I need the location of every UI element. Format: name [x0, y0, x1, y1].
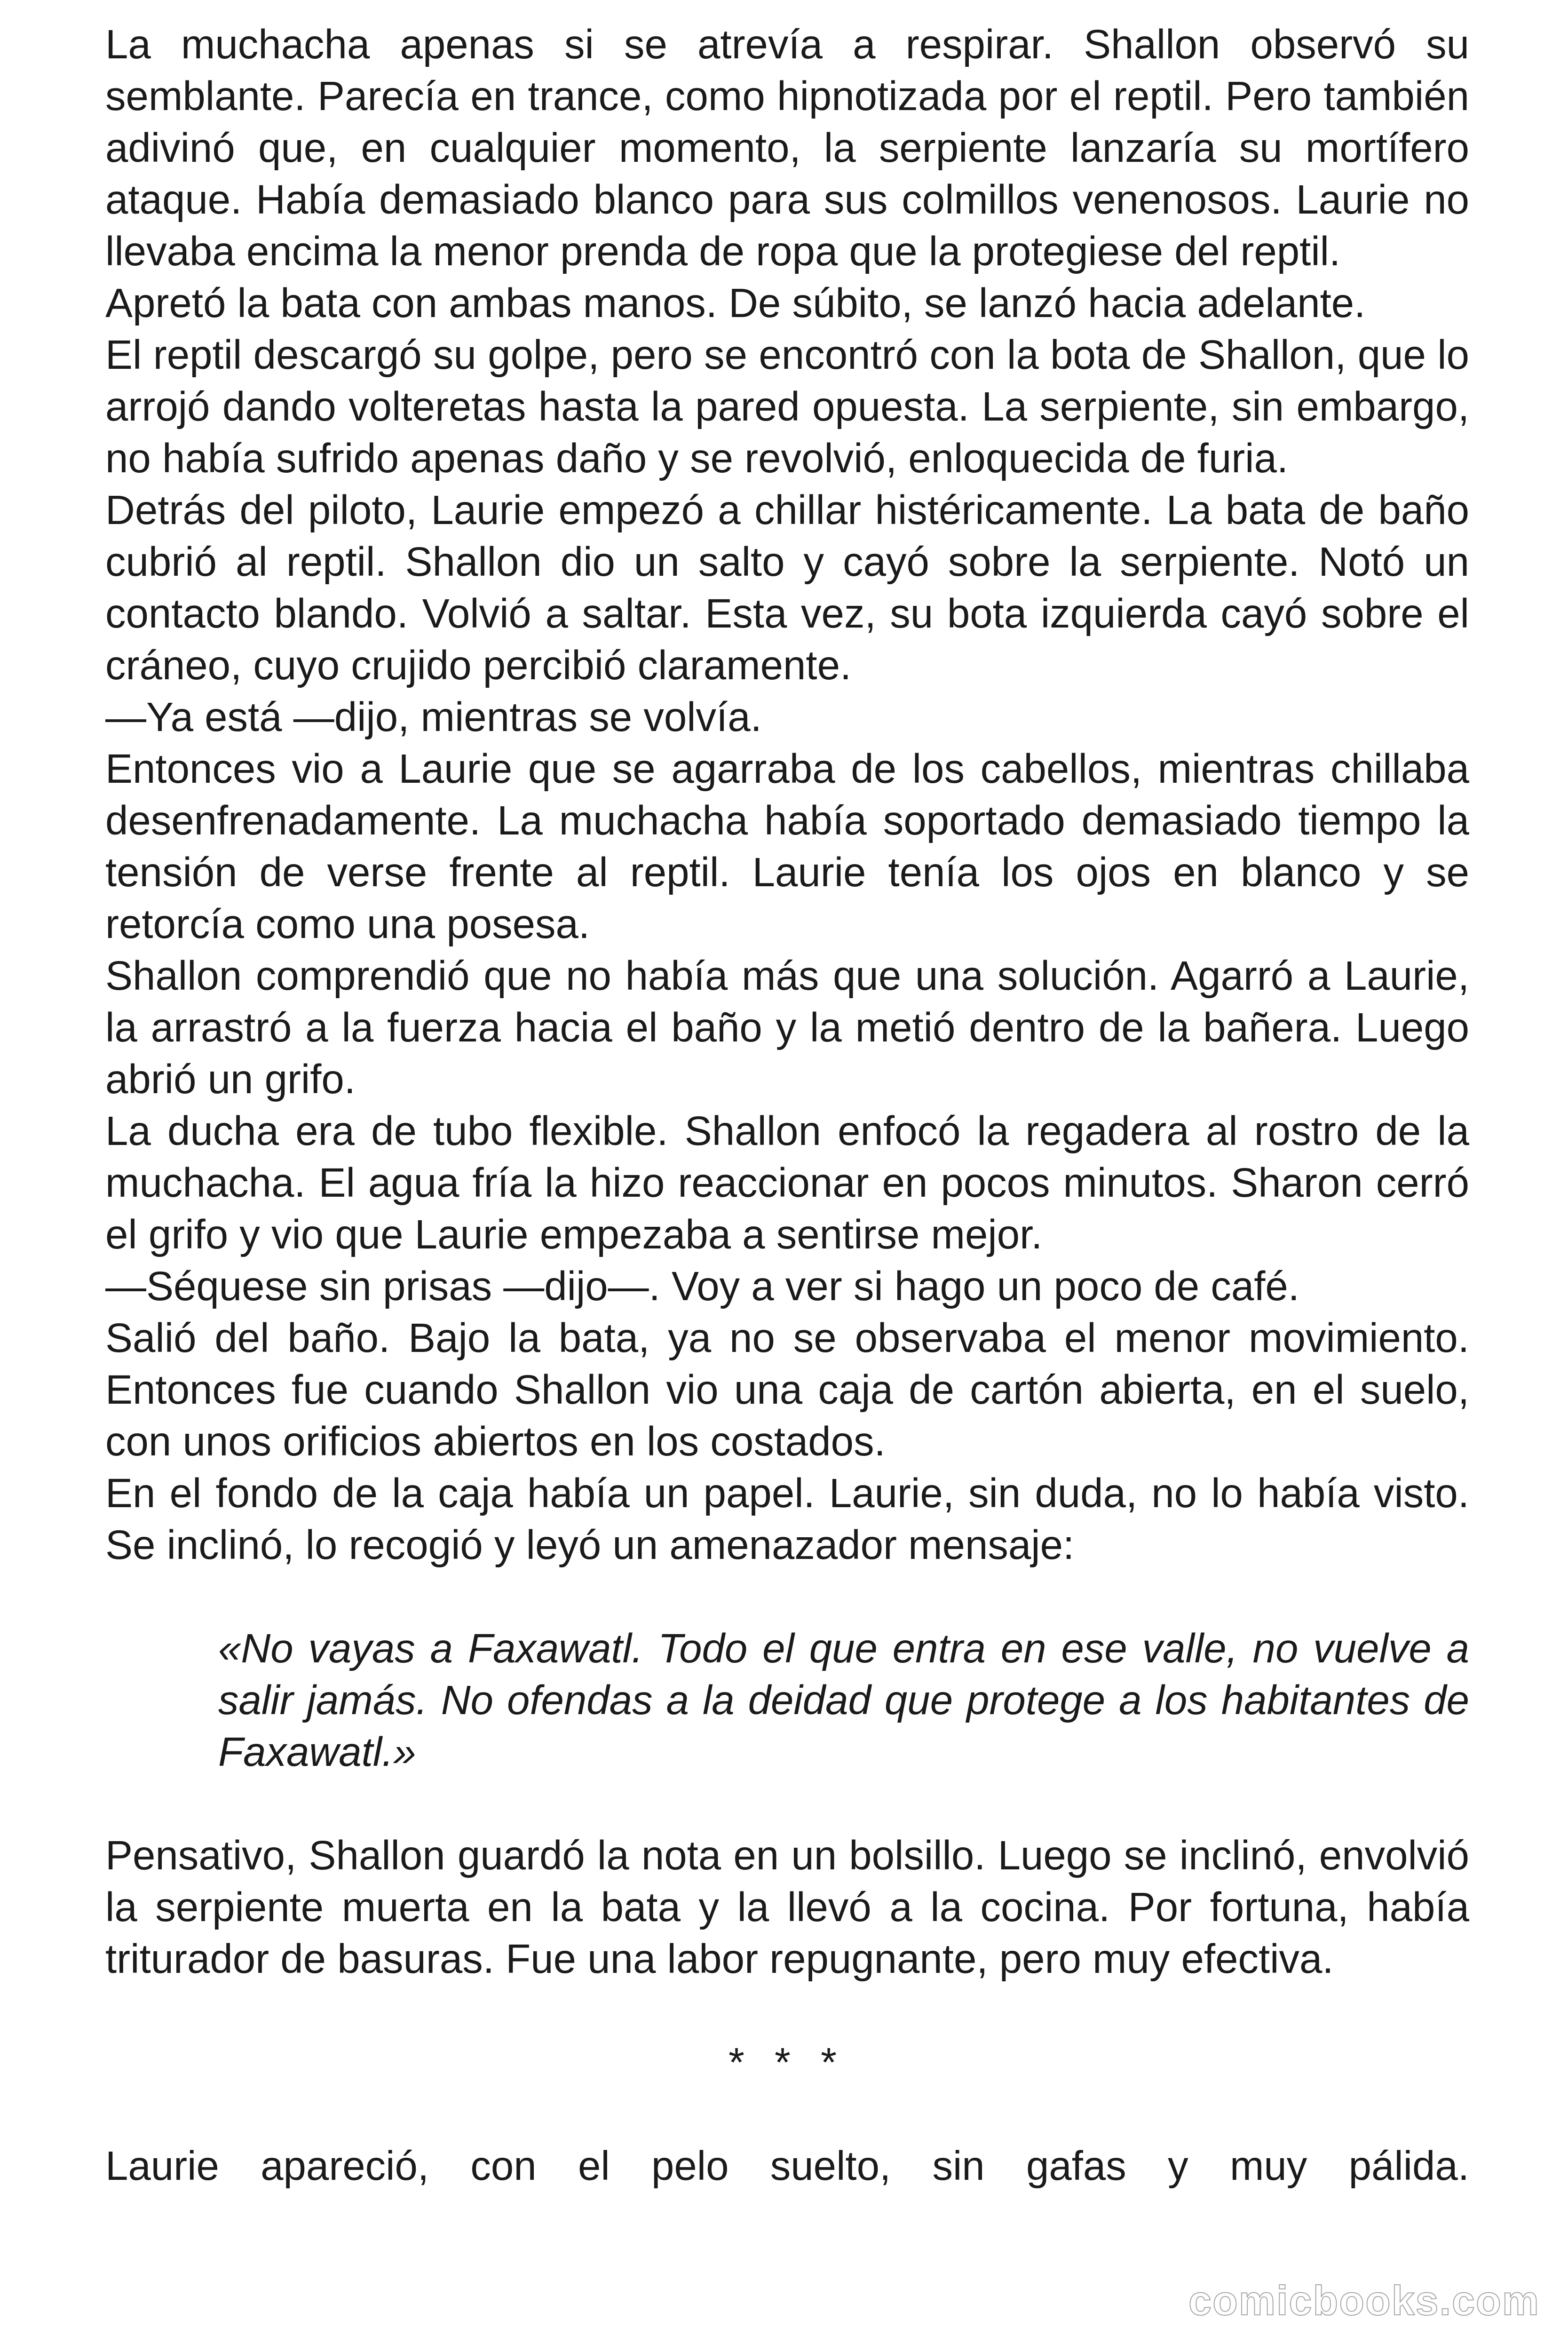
- paragraph-7: Shallon comprendió que no había más que una solución. Agarró a Laurie, la arrastró a la fuerza hacia el baño y la metió dentro de la bañera. Luego abrió un grifo.: [105, 953, 1469, 1102]
- paragraph-9: —Séquese sin prisas —dijo—. Voy a ver si hago un poco de café.: [105, 1263, 1299, 1309]
- document-page: [105, 19, 1469, 2192]
- watermark: comicbooks.com: [1188, 2277, 1540, 2324]
- paragraph-1: La muchacha apenas si se atrevía a respirar. Shallon observó su semblante. Parecía en trance, como hipnotizada por el reptil. Pero también adivinó que, en cualquier momento, la serpiente lanzaría su mortífero ataque. Había demasiado blanco para sus colmillos venenosos. Laurie no llevaba encima la menor prenda de ropa que la protegiese del reptil.: [105, 22, 1469, 274]
- paragraph-3: El reptil descargó su golpe, pero se encontró con la bota de Shallon, que lo arrojó dando volteretas hasta la pared opuesta. La serpiente, sin embargo, no había sufrido apenas daño y se revolvió, enloquecida de furia.: [105, 332, 1469, 481]
- paragraph-6: Entonces vio a Laurie que se agarraba de los cabellos, mientras chillaba desenfrenadamente. La muchacha había soportado demasiado tiempo la tensión de verse frente al reptil. Laurie tenía los ojos en blanco y se retorcía como una posesa.: [105, 746, 1469, 947]
- section-separator: * * *: [729, 2040, 846, 2085]
- paragraph-10: Salió del baño. Bajo la bata, ya no se observaba el menor movimiento. Entonces fue cuando Shallon vio una caja de cartón abierta, en el suelo, con unos orificios abiertos en los costados.: [105, 1315, 1469, 1464]
- paragraph-11: En el fondo de la caja había un papel. Laurie, sin duda, no lo había visto. Se inclinó, lo recogió y leyó un amenazador mensaje:: [105, 1470, 1469, 1568]
- paragraph-after-quote: Pensativo, Shallon guardó la nota en un bolsillo. Luego se inclinó, envolvió la serpiente muerta en la bata y la llevó a la cocina. Por fortuna, había triturador de basuras. Fue una labor repugnante, pero muy efectiva.: [105, 1833, 1469, 1982]
- paragraph-5: —Ya está —dijo, mientras se volvía.: [105, 694, 762, 740]
- paragraph-8: La ducha era de tubo flexible. Shallon enfocó la regadera al rostro de la muchacha. El agua fría la hizo reaccionar en pocos minutos. Sharon cerró el grifo y vio que Laurie empezaba a sentirse mejor.: [105, 1108, 1469, 1257]
- paragraph-last: Laurie apareció, con el pelo suelto, sin gafas y muy pálida.: [105, 2143, 1469, 2189]
- paragraph-4: Detrás del piloto, Laurie empezó a chillar histéricamente. La bata de baño cubrió al reptil. Shallon dio un salto y cayó sobre la serpiente. Notó un contacto blando. Volvió a saltar. Esta vez, su bota izquierda cayó sobre el cráneo, cuyo crujido percibió claramente.: [105, 487, 1469, 688]
- paragraph-2: Apretó la bata con ambas manos. De súbito, se lanzó hacia adelante.: [105, 280, 1366, 326]
- threat-note-quote: «No vayas a Faxawatl. Todo el que entra en ese valle, no vuelve a salir jamás. No ofendas a la deidad que protege a los habitantes de Faxawatl.»: [218, 1626, 1469, 1775]
